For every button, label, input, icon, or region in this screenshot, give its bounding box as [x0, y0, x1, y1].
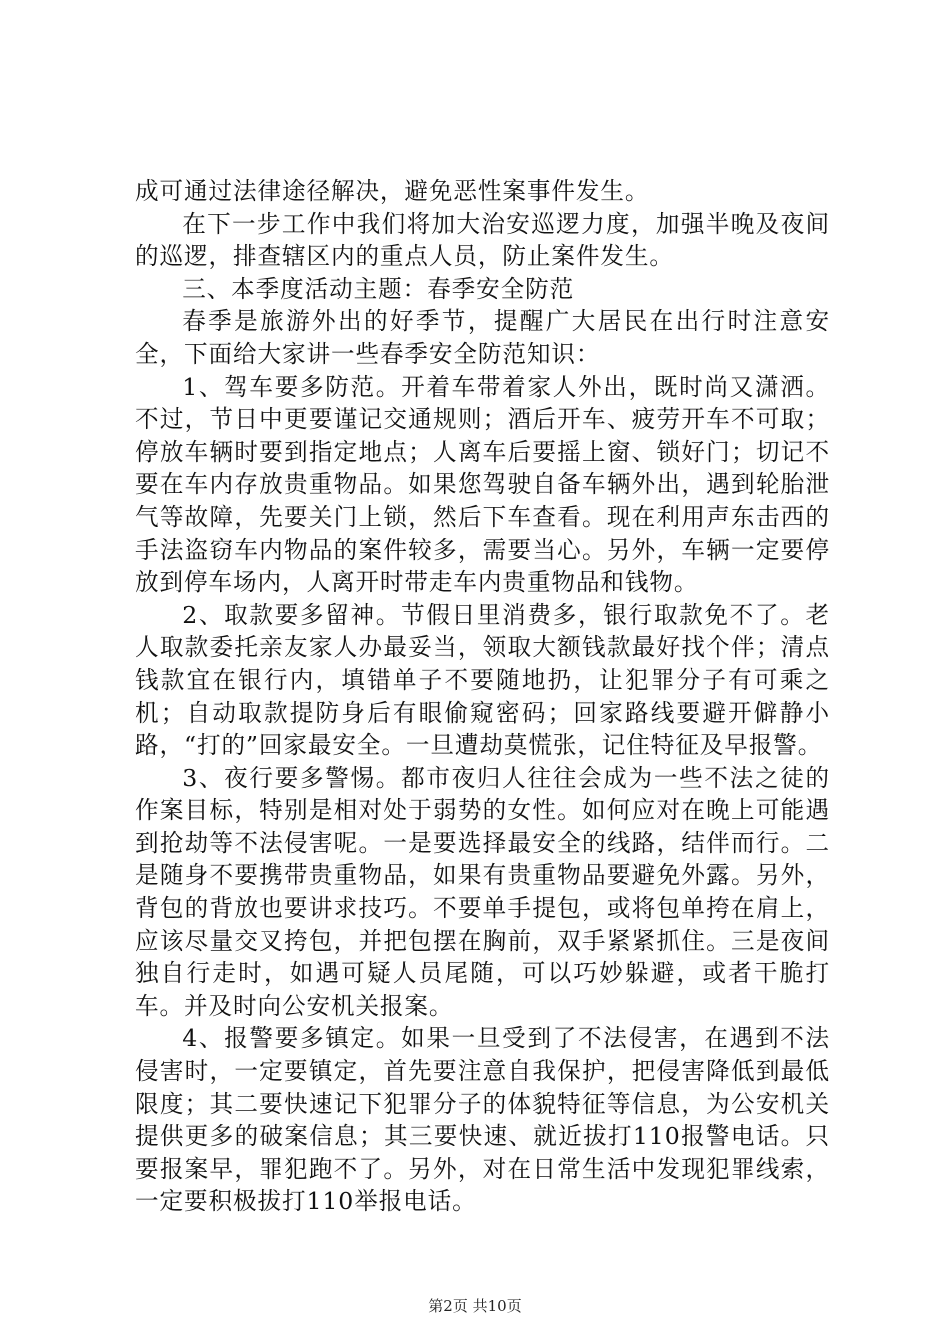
paragraph-item-reporting: 4、报警要多镇定。如果一旦受到了不法侵害，在遇到不法侵害时，一定要镇定，首先要注意自我保护，把侵害降低到最低限度；其二要快速记下犯罪分子的体貌特征等信息，为公安机关提供更多的破案信息；其三要快速、就近拔打110报警电话。只要报案早，罪犯跑不了。另外，对在日常生活中发现犯罪线索，一定要积极拔打110举报电话。 — [135, 1024, 830, 1216]
document-body — [135, 175, 830, 1218]
paragraph-patrol-plan: 在下一步工作中我们将加大治安巡逻力度，加强半晚及夜间的巡逻，排查辖区内的重点人员，防止案件发生。 — [135, 209, 830, 271]
page-number-footer: 第2页 共10页 — [428, 1297, 522, 1315]
section-heading-spring-safety: 三、本季度活动主题：春季安全防范 — [182, 274, 575, 303]
paragraph-continuation: 成可通过法律途径解决，避免恶性案事件发生。 — [135, 177, 650, 205]
paragraph-item-withdrawal: 2、取款要多留神。节假日里消费多，银行取款免不了。老人取款委托亲友家人办最妥当，领取大额钱款最好找个伴；清点钱款宜在银行内，填错单子不要随地扔，让犯罪分子有可乘之机；自动取款提防身后有眼偷窥密码；回家路线要避开僻静小路，“打的”回家最安全。一旦遭劫莫慌张，记住特征及早报警。 — [135, 600, 830, 760]
paragraph-spring-intro: 春季是旅游外出的好季节，提醒广大居民在出行时注意安全，下面给大家讲一些春季安全防范知识： — [135, 307, 830, 368]
paragraph-item-night-travel: 3、夜行要多警惕。都市夜归人往往会成为一些不法之徒的作案目标，特别是相对处于弱势的女性。如何应对在晚上可能遇到抢劫等不法侵害呢。一是要选择最安全的线路，结伴而行。二是随身不要携带贵重物品，如果有贵重物品要避免外露。另外，背包的背放也要讲求技巧。不要单手提包，或将包单挎在肩上，应该尽量交叉挎包，并把包摆在胸前，双手紧紧抓住。三是夜间独自行走时，如遇可疑人员尾随，可以巧妙躲避，或者干脆打车。并及时向公安机关报案。 — [135, 763, 830, 1020]
paragraph-item-driving: 1、驾车要多防范。开着车带着家人外出，既时尚又潇洒。不过，节日中更要谨记交通规则；酒后开车、疲劳开车不可取；停放车辆时要到指定地点；人离车后要摇上窗、锁好门；切记不要在车内存放贵重物品。如果您驾驶自备车辆外出，遇到轮胎泄气等故障，先要关门上锁，然后下车查看。现在利用声东击西的手法盗窃车内物品的案件较多，需要当心。另外，车辆一定要停放到停车场内，人离开时带走车内贵重物品和钱物。 — [135, 372, 830, 597]
